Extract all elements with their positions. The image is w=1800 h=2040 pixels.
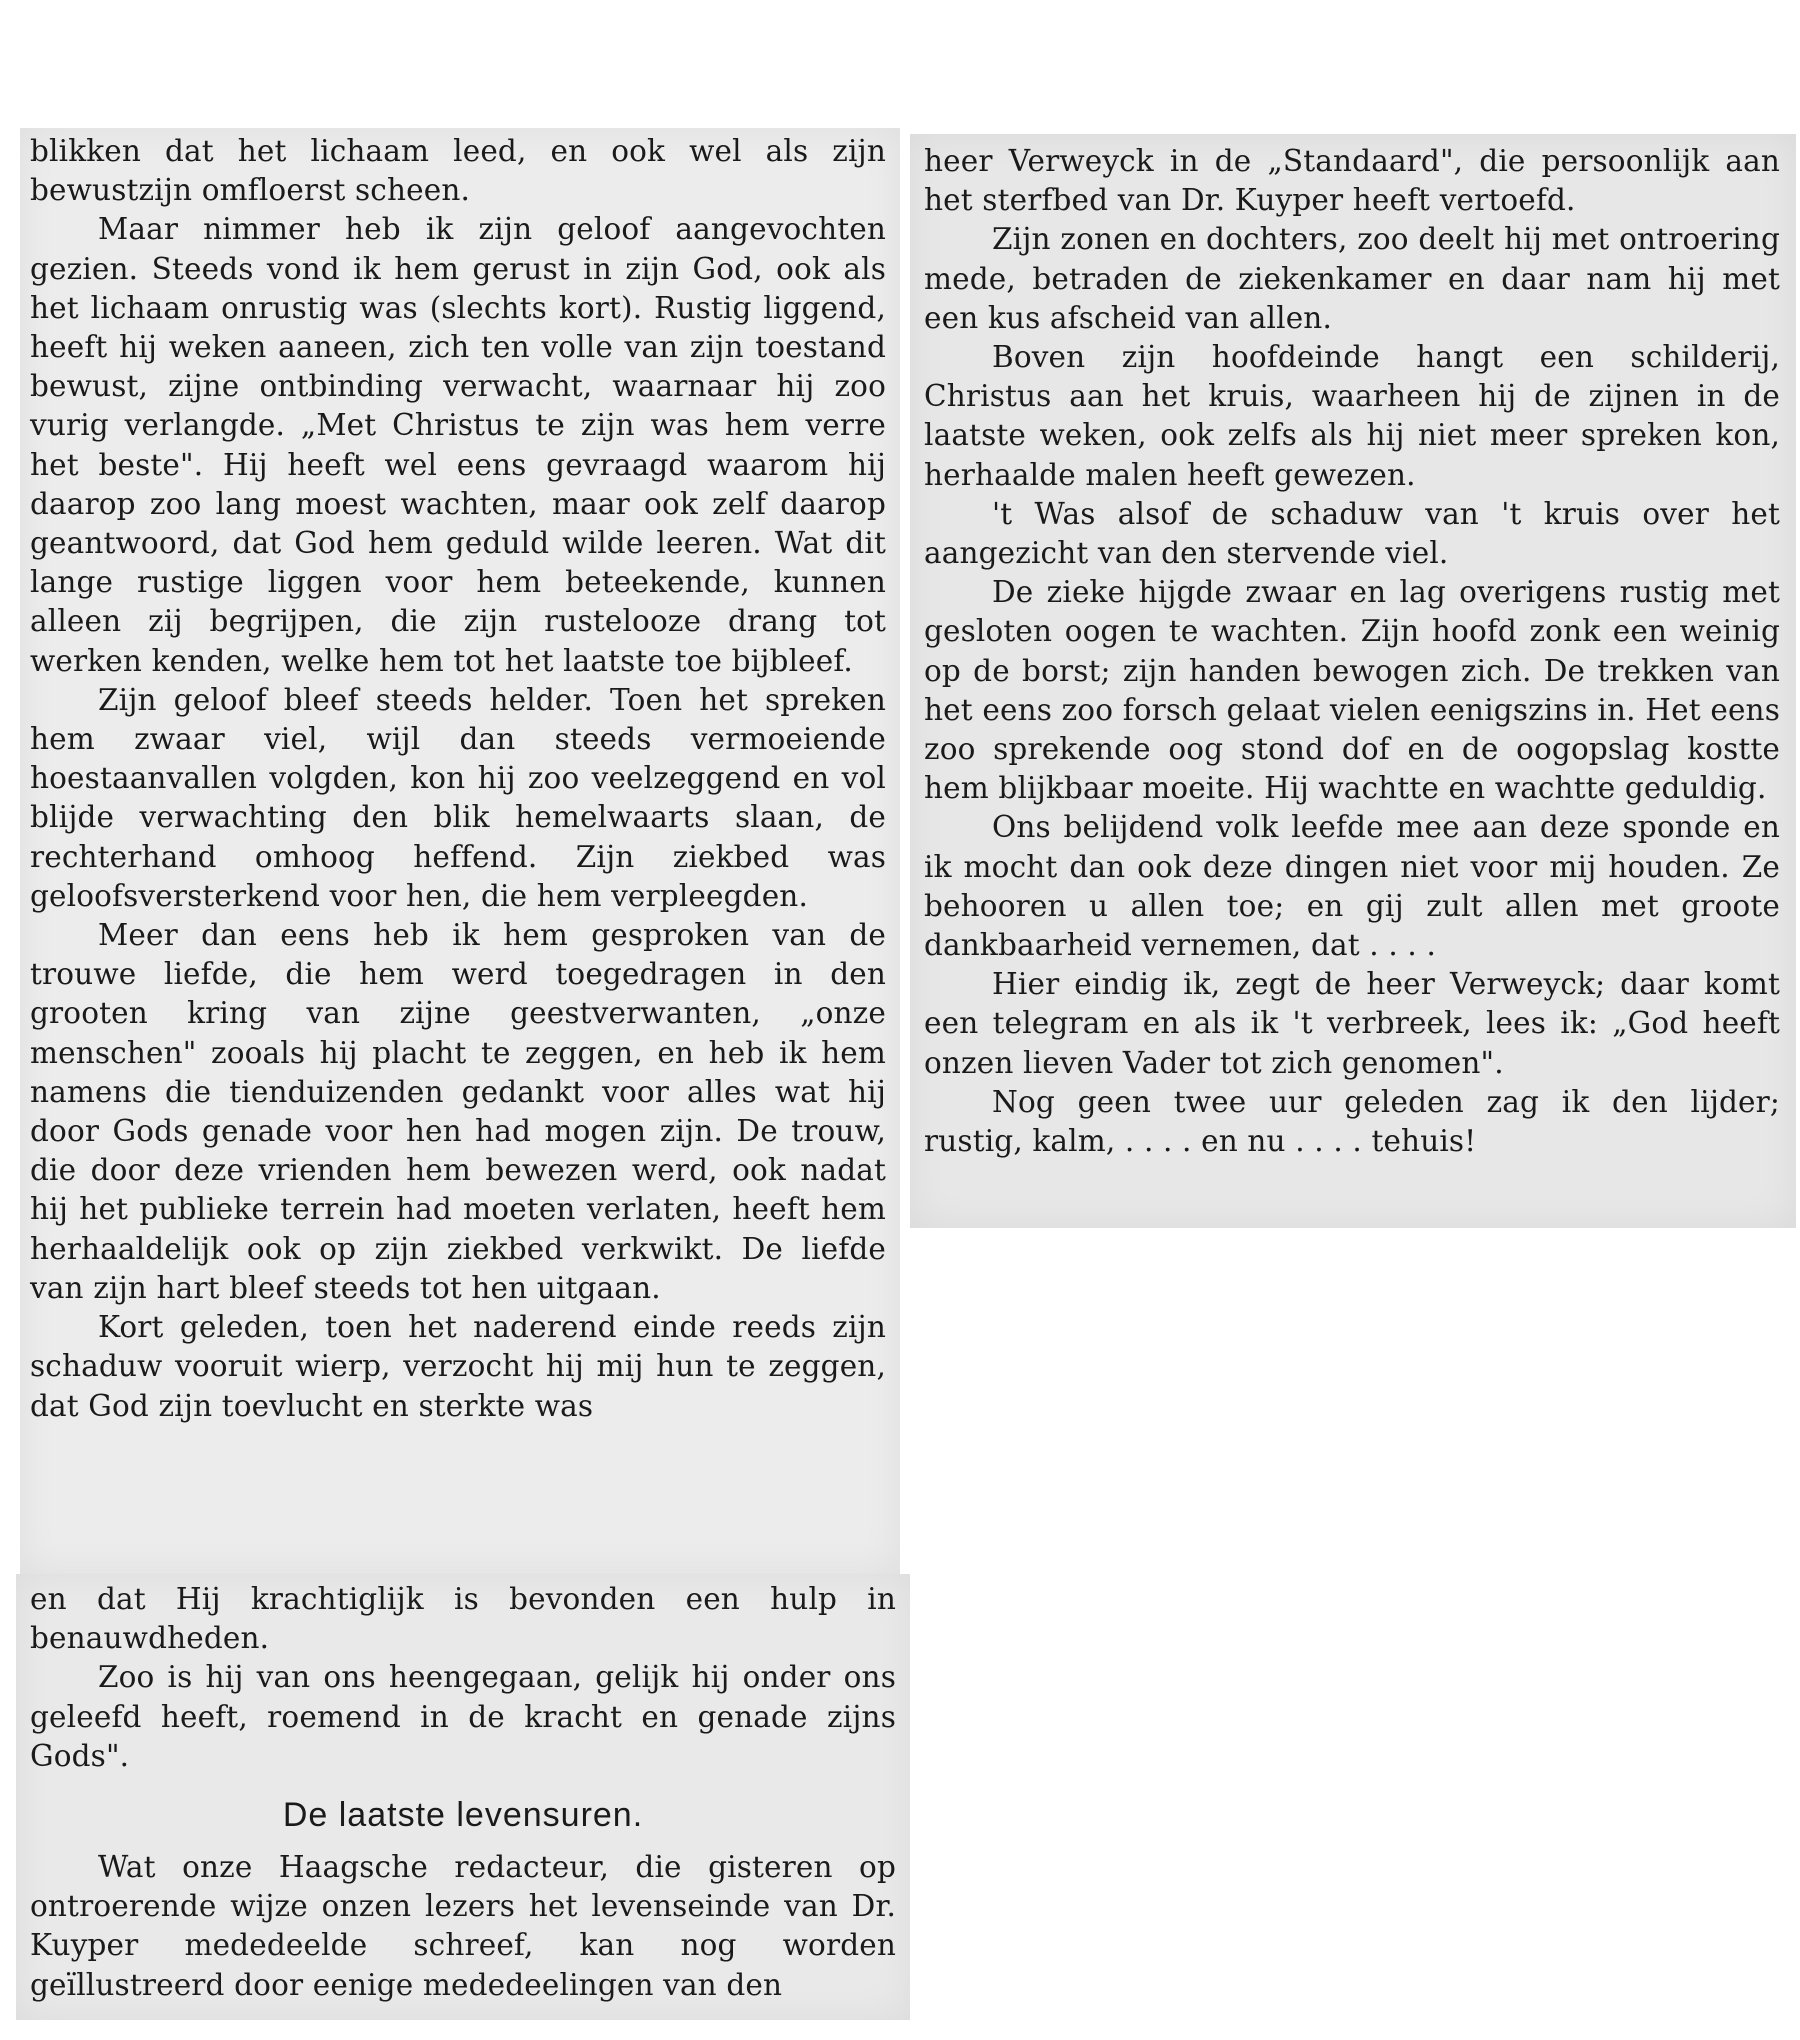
- paragraph: Maar nimmer heb ik zijn geloof aangevochten gezien. Steeds vond ik hem gerust in zijn God, ook als het lichaam onrustig was (slechts kort). Rustig liggend, heeft hij weken aaneen, zich ten volle van zijn toestand bewust, zijne ontbinding verwacht, waarnaar hij zoo vurig verlangde. „Met Christus te zijn was hem verre het beste". Hij heeft wel eens gevraagd waarom hij daarop zoo lang moest wachten, maar ook zelf daarop geantwoord, dat God hem geduld wilde leeren. Wat dit lange rustige liggen voor hem beteekende, kunnen alleen zij begrijpen, die zijn rustelooze drang tot werken kenden, welke hem tot het laatste toe bijbleef.: [30, 212, 886, 678]
- right-column-clipping: [910, 134, 1796, 1228]
- paragraph: Boven zijn hoofdeinde hangt een schilderij, Christus aan het kruis, waarheen hij de zijnen in de laatste weken, ook zelfs als hij niet meer spreken kon, herhaalde malen heeft gewezen.: [924, 340, 1780, 492]
- paragraph: 't Was alsof de schaduw van 't kruis over het aangezicht van den stervende viel.: [924, 496, 1780, 571]
- paragraph-continuation: en dat Hij krachtiglijk is bevonden een hulp in benauwdheden.: [30, 1582, 896, 1656]
- paragraph: Zoo is hij van ons heengegaan, gelijk hij onder ons geleefd heeft, roemend in de kracht en genade zijns Gods".: [30, 1660, 896, 1773]
- paragraph: blikken dat het lichaam leed, en ook wel als zijn bewustzijn omfloerst scheen.: [30, 134, 886, 208]
- paragraph: Zijn geloof bleef steeds helder. Toen het spreken hem zwaar viel, wijl dan steeds vermoeiende hoestaanvallen volgden, kon hij zoo veelzeggend en vol blijde verwachting den blik hemelwaarts slaan, de rechterhand omhoog heffend. Zijn ziekbed was geloofsversterkend voor hen, die hem verpleegden.: [30, 682, 886, 913]
- paragraph: Wat onze Haagsche redacteur, die gisteren op ontroerende wijze onzen lezers het levenseinde van Dr. Kuyper mededeelde schreef, kan nog worden geïllustreerd door eenige mededeelingen van den: [30, 1850, 896, 2002]
- left-column-clipping: [20, 128, 900, 1574]
- paragraph: Hier eindig ik, zegt de heer Verweyck; daar komt een telegram en als ik 't verbreek, lees ik: „God heeft onzen lieven Vader tot zich genomen".: [924, 967, 1780, 1080]
- paragraph: Kort geleden, toen het naderend einde reeds zijn schaduw vooruit wierp, verzocht hij mij hun te zeggen, dat God zijn toevlucht en sterkte was: [30, 1310, 886, 1423]
- left-bottom-clipping: [16, 1574, 910, 2020]
- paragraph: Ons belijdend volk leefde mee aan deze sponde en ik mocht dan ook deze dingen niet voor mij houden. Ze behooren u allen toe; en gij zult allen met groote dankbaarheid vernemen, dat . . . .: [924, 810, 1780, 963]
- paragraph: De zieke hijgde zwaar en lag overigens rustig met gesloten oogen te wachten. Zijn hoofd zonk een weinig op de borst; zijn handen bewogen zich. De trekken van het eens zoo forsch gelaat vielen eenigszins in. Het eens zoo sprekende oog stond dof en de oogopslag kostte hem blijkbaar moeite. Hij wachtte en wachtte geduldig.: [924, 575, 1780, 806]
- paragraph: heer Verweyck in de „Standaard", die persoonlijk aan het sterfbed van Dr. Kuyper heeft vertoefd.: [924, 144, 1780, 218]
- section-heading: De laatste levensuren.: [282, 1796, 644, 1835]
- paragraph: Nog geen twee uur geleden zag ik den lijder; rustig, kalm, . . . . en nu . . . . tehuis!: [924, 1084, 1780, 1159]
- paragraph: Meer dan eens heb ik hem gesproken van de trouwe liefde, die hem werd toegedragen in den grooten kring van zijne geestverwanten, „onze menschen" zooals hij placht te zeggen, en heb ik hem namens die tienduizenden gedankt voor alles wat hij door Gods genade voor hen had mogen zijn. De trouw, die door deze vrienden hem bewezen werd, ook nadat hij het publieke terrein had moeten verlaten, heeft hem herhaaldelijk ook op zijn ziekbed verkwikt. De liefde van zijn hart bleef steeds tot hen uitgaan.: [30, 918, 886, 1305]
- paragraph: Zijn zonen en dochters, zoo deelt hij met ontroering mede, betraden de ziekenkamer en daar nam hij met een kus afscheid van allen.: [924, 222, 1780, 335]
